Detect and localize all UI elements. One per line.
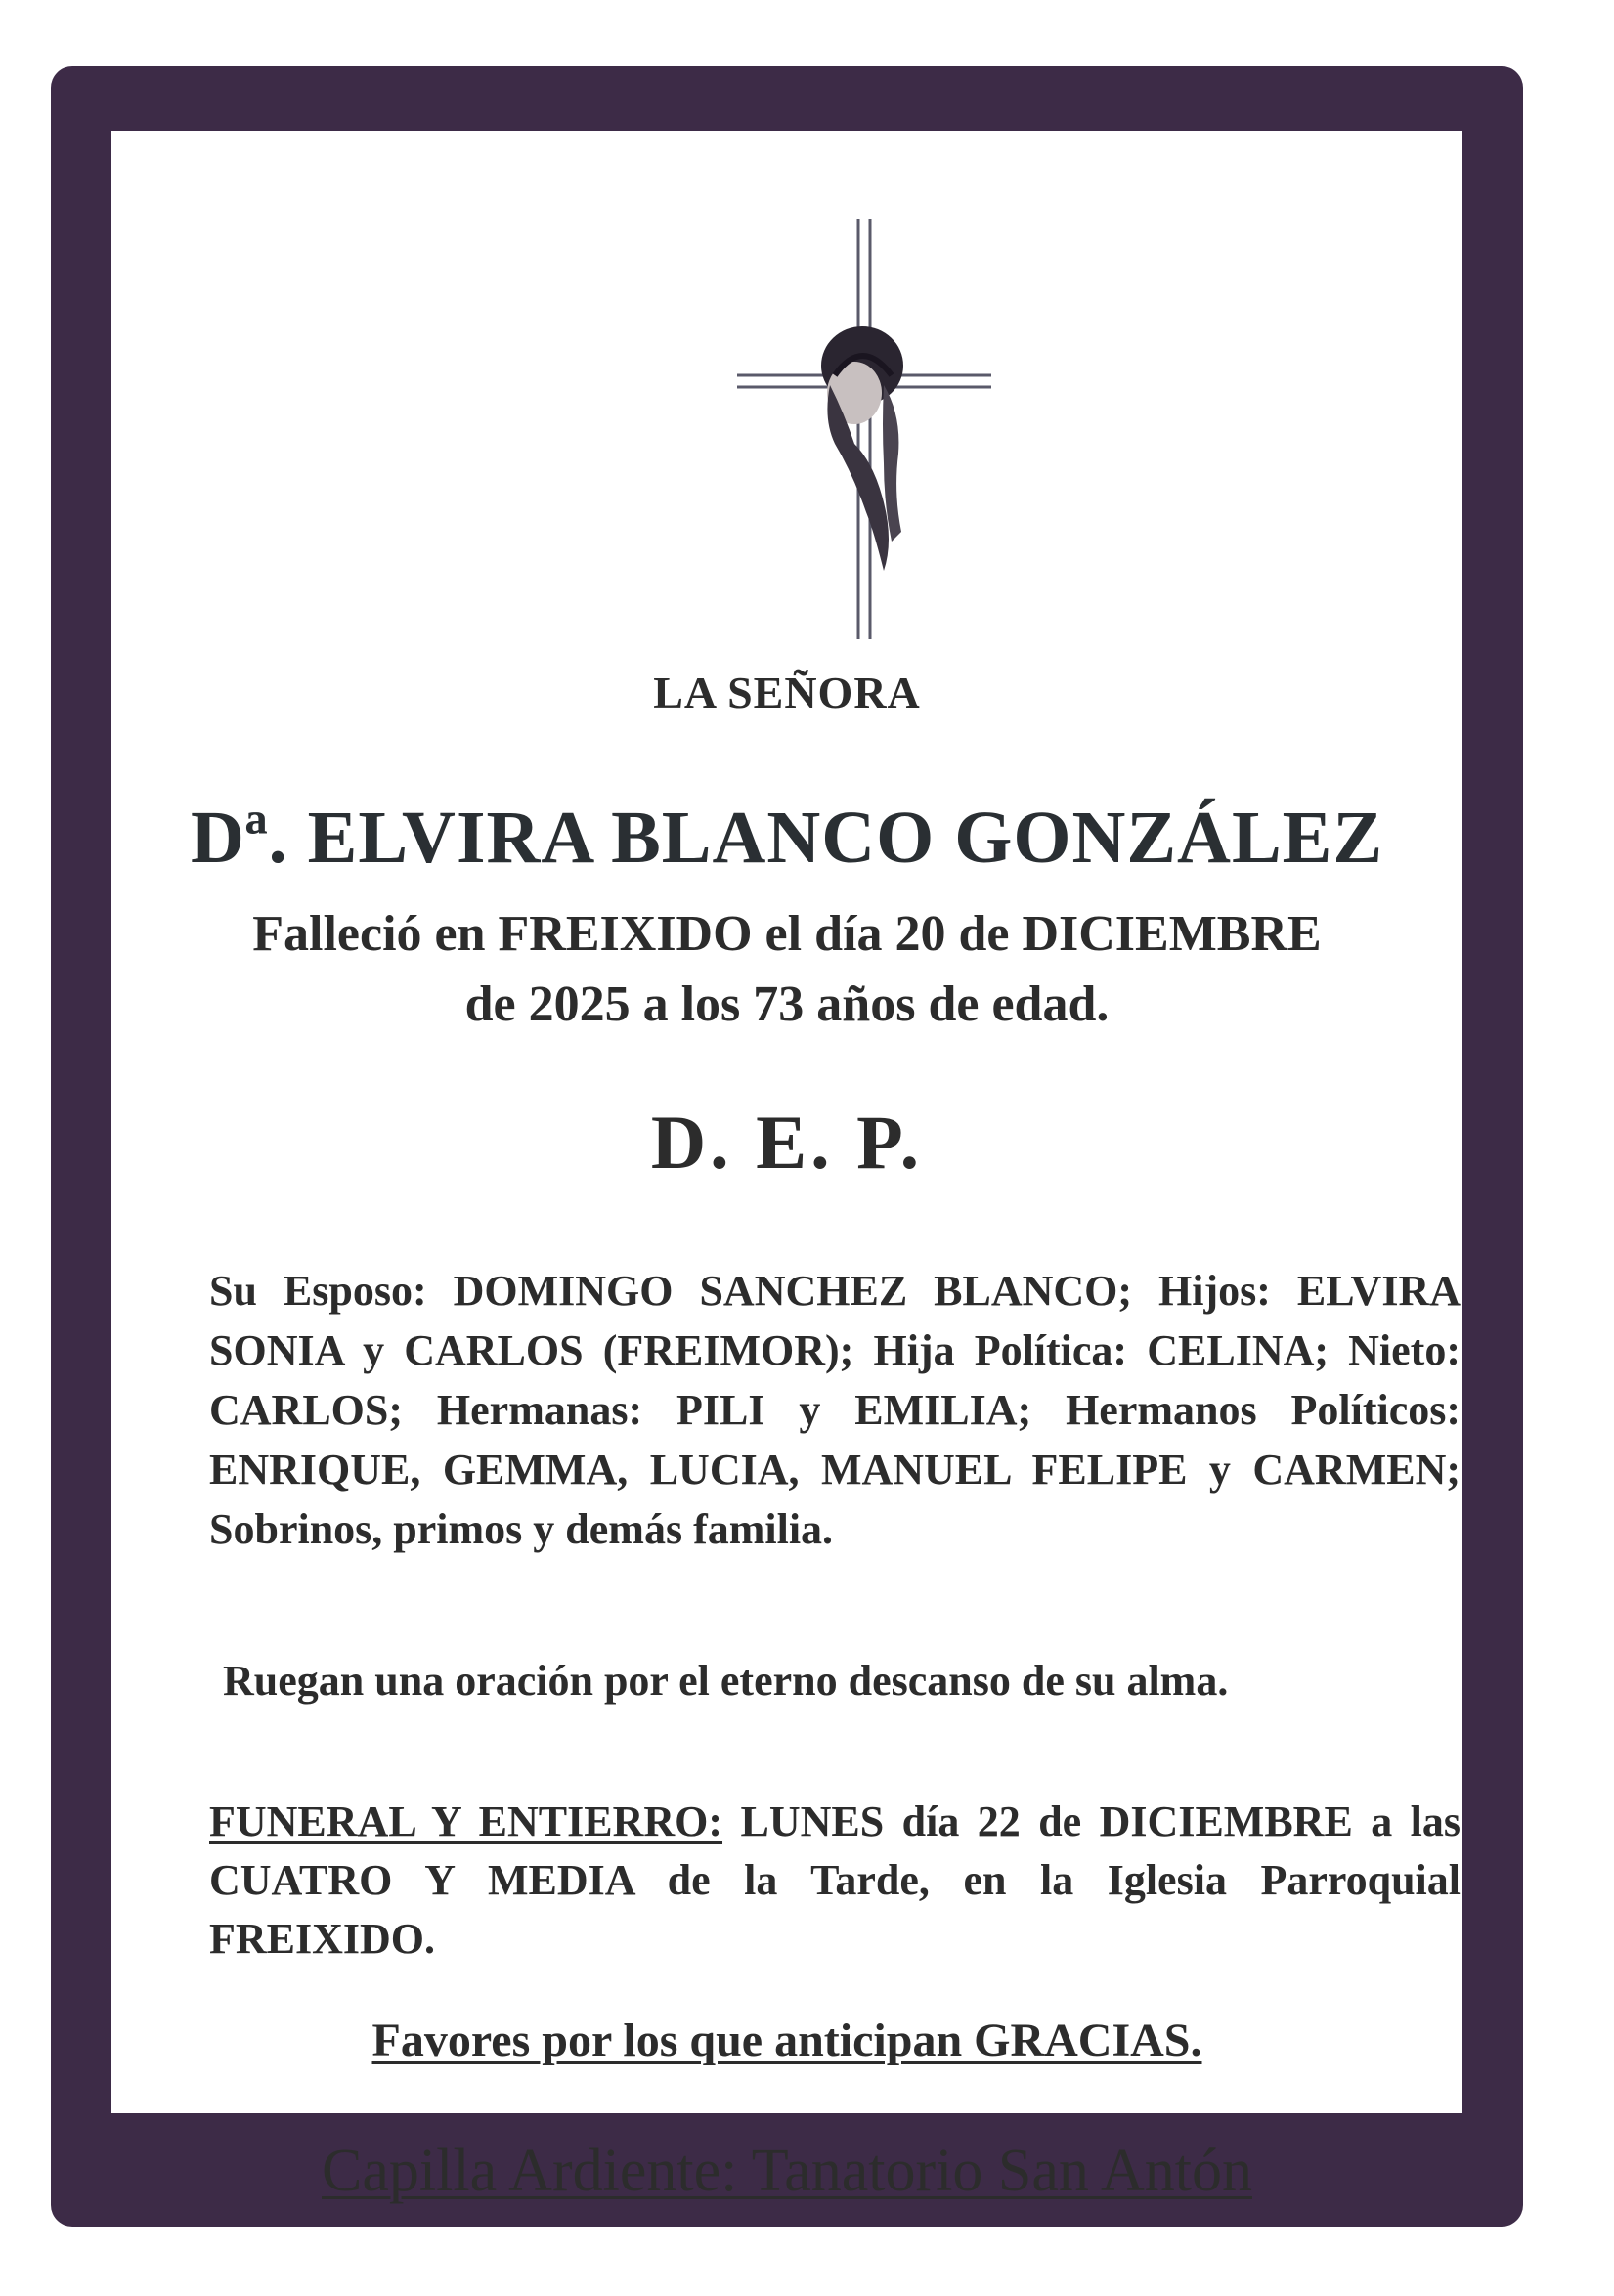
death-line-2: de 2025 a los 73 años de edad. (464, 976, 1110, 1032)
funeral-details (209, 1793, 1461, 1969)
crucifix-icon (737, 219, 991, 639)
obituary-card (111, 131, 1462, 2204)
dep-heading: D. E. P. (650, 1100, 924, 1185)
funeral-text: LUNES día 22 de DICIEMBRE a las CUATRO Y MEDIA de la Tarde, en la Iglesia Parroquial FREIXIDO. (209, 1798, 1461, 1963)
footer-contact (51, 2250, 1523, 2296)
chapel-line (111, 2137, 1462, 2206)
thanks-line (111, 2014, 1462, 2067)
prayer-request: Ruegan una oración por el eterno descanso de su alma. (223, 1657, 1229, 1705)
obituary-frame (51, 66, 1523, 2295)
footer-text: WWW.TANATORIOSANANTON.COM - A RÚA TFNO 988 336 056 (170, 2250, 1404, 2295)
title-la-senora: LA SEÑORA (653, 668, 921, 717)
funeral-label: FUNERAL Y ENTIERRO: (209, 1798, 723, 1845)
deceased-name: Dª. ELVIRA BLANCO GONZÁLEZ (190, 797, 1384, 879)
family-list: Su Esposo: DOMINGO SANCHEZ BLANCO; Hijos: ELVIRA SONIA y CARLOS (FREIMOR); Hija Política: CELINA; Nieto: CARLOS; Hermanas: PILI y EMILIA; Hermanos Políticos: ENRIQUE, GEMMA, LUCIA, MANUEL FELIPE y CARMEN; Sobrinos, primos y demás familia. (209, 1267, 1461, 1553)
death-line-1: Falleció en FREIXIDO el día 20 de DICIEMBRE (252, 906, 1322, 962)
chapel-text: Capilla Ardiente: Tanatorio San Antón (322, 2138, 1252, 2204)
thanks-text: Favores por los que anticipan GRACIAS. (371, 2014, 1202, 2066)
death-details (111, 899, 1462, 1040)
